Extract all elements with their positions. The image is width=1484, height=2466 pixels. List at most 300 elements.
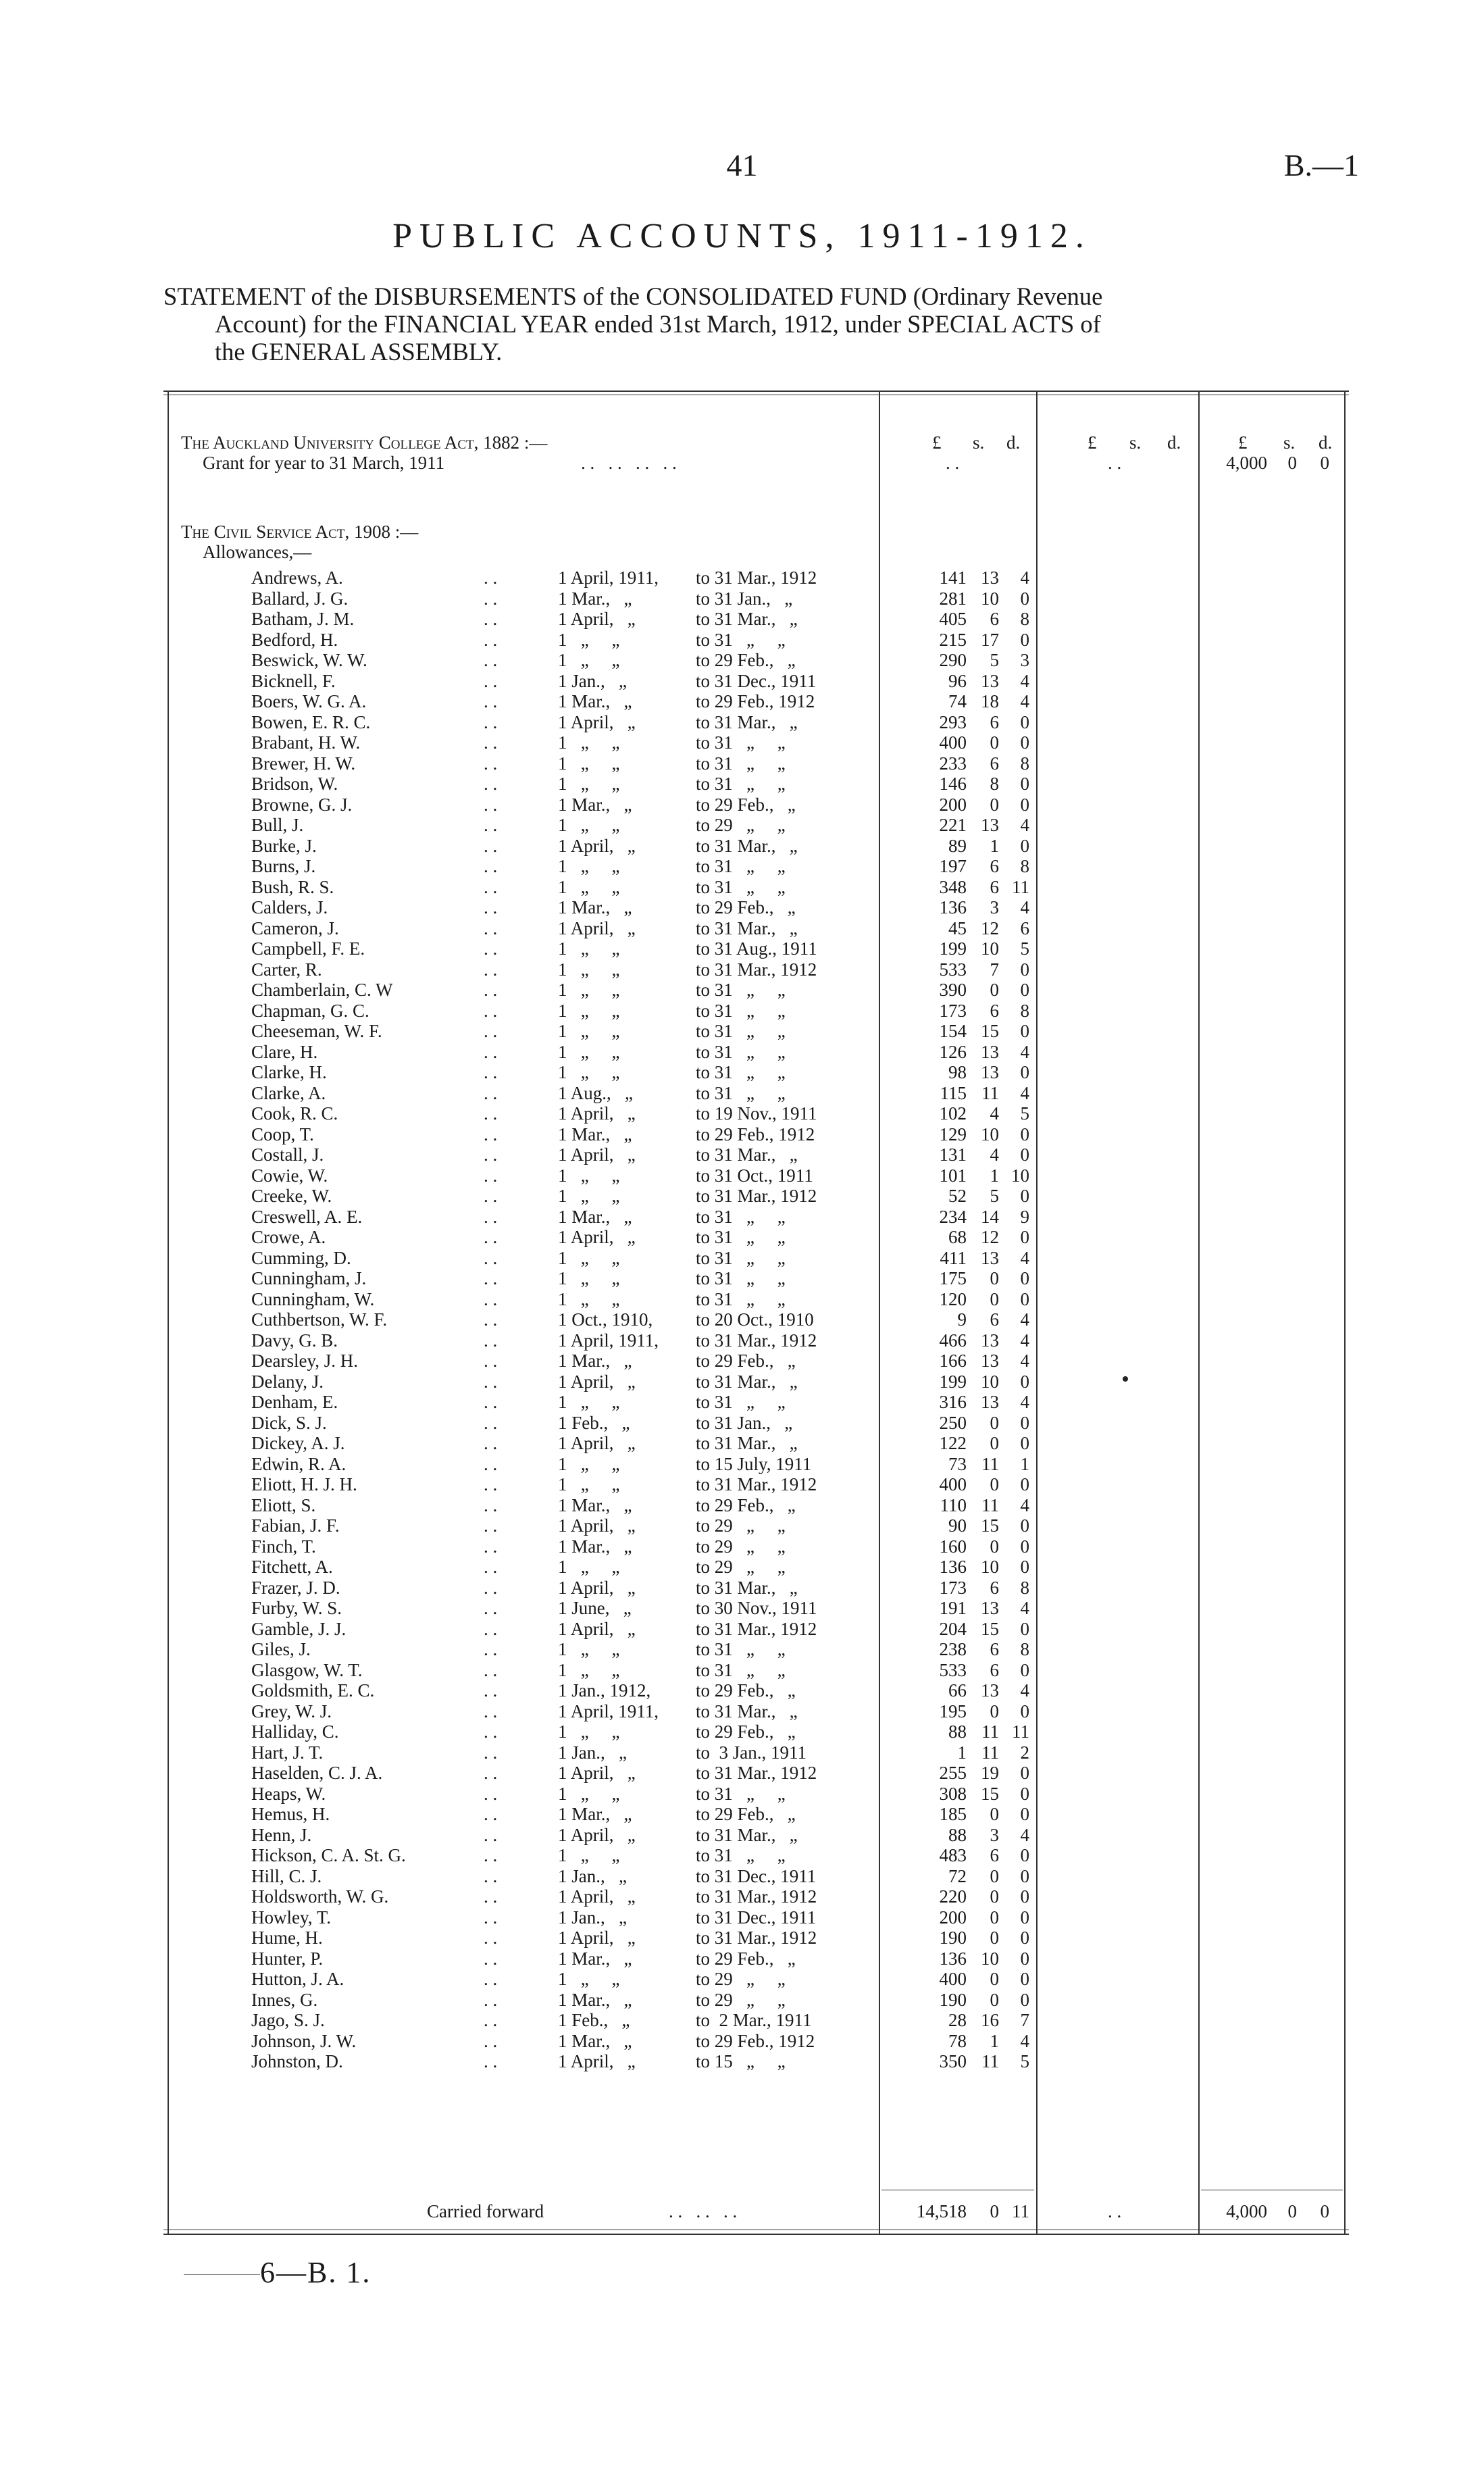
row-to-date: to 31 Mar., 1912 bbox=[696, 1886, 817, 1907]
row-name: Ballard, J. G. bbox=[251, 588, 349, 609]
row-shillings: 11 bbox=[981, 1453, 999, 1474]
row-leader: . . bbox=[484, 1701, 498, 1721]
row-shillings: 5 bbox=[990, 650, 999, 670]
row-pounds: 281 bbox=[939, 588, 967, 609]
row-to-date: to 29 Feb., 1912 bbox=[696, 691, 815, 711]
row-pounds: 185 bbox=[939, 1804, 967, 1824]
row-to-date: to 31 Dec., 1911 bbox=[696, 1865, 817, 1886]
row-pounds: 73 bbox=[948, 1453, 967, 1474]
row-to-date: to 29 Feb., „ bbox=[696, 650, 796, 670]
row-name: Dearsley, J. H. bbox=[251, 1351, 358, 1371]
row-from-date: 1 „ „ bbox=[558, 650, 620, 670]
row-to-date: to 31 „ „ bbox=[696, 1659, 786, 1680]
row-pence: 0 bbox=[1020, 1124, 1029, 1144]
row-from-date: 1 „ „ bbox=[558, 629, 620, 650]
row-shillings: 0 bbox=[990, 732, 999, 753]
row-pence: 8 bbox=[1020, 1639, 1029, 1659]
row-shillings: 6 bbox=[990, 753, 999, 774]
row-pence: 4 bbox=[1020, 1247, 1029, 1268]
row-name: Cumming, D. bbox=[251, 1247, 351, 1268]
row-name: Halliday, C. bbox=[251, 1721, 339, 1742]
row-shillings: 15 bbox=[981, 1515, 999, 1536]
row-pounds: 411 bbox=[940, 1247, 967, 1268]
row-pounds: 215 bbox=[939, 629, 967, 650]
row-to-date: to 31 Mar., „ bbox=[696, 1824, 798, 1845]
row-pounds: 136 bbox=[939, 1557, 967, 1577]
row-leader: . . bbox=[484, 959, 498, 980]
row-name: Hart, J. T. bbox=[251, 1742, 324, 1763]
row-pence: 0 bbox=[1020, 732, 1029, 753]
row-pounds: 533 bbox=[939, 1659, 967, 1680]
row-leader: . . bbox=[484, 1309, 498, 1330]
row-leader: . . bbox=[484, 1845, 498, 1865]
row-pounds: 72 bbox=[948, 1865, 967, 1886]
row-pence: 4 bbox=[1020, 1494, 1029, 1515]
row-leader: . . bbox=[484, 1041, 498, 1062]
row-from-date: 1 Mar., „ bbox=[558, 794, 632, 815]
row-pounds: 120 bbox=[939, 1288, 967, 1309]
row-to-date: to 31 Mar., „ bbox=[696, 1577, 798, 1598]
row-leader: . . bbox=[484, 917, 498, 938]
row-pounds: 115 bbox=[940, 1082, 967, 1103]
row-name: Bull, J. bbox=[251, 815, 304, 835]
row-name: Chamberlain, C. W bbox=[251, 980, 393, 1000]
row-name: Eliott, S. bbox=[251, 1494, 316, 1515]
row-pounds: 191 bbox=[939, 1598, 967, 1618]
row-pence: 0 bbox=[1020, 1989, 1029, 2010]
row-pounds: 405 bbox=[939, 609, 967, 629]
row-to-date: to 29 „ „ bbox=[696, 1969, 786, 1989]
row-to-date: to 31 Dec., 1911 bbox=[696, 1907, 817, 1928]
allowances-label: Allowances,— bbox=[203, 542, 312, 562]
row-shillings: 17 bbox=[981, 629, 999, 650]
row-pence: 0 bbox=[1020, 1865, 1029, 1886]
row-from-date: 1 „ „ bbox=[558, 732, 620, 753]
row-from-date: 1 „ „ bbox=[558, 876, 620, 897]
row-leader: . . bbox=[484, 609, 498, 629]
row-shillings: 19 bbox=[981, 1763, 999, 1783]
row-shillings: 6 bbox=[990, 1659, 999, 1680]
row-pounds: 126 bbox=[939, 1041, 967, 1062]
row-from-date: 1 Jan., „ bbox=[558, 1907, 627, 1928]
statement-line-3: the GENERAL ASSEMBLY. bbox=[215, 338, 503, 366]
row-pence: 0 bbox=[1020, 1536, 1029, 1557]
row-to-date: to 31 „ „ bbox=[696, 1000, 786, 1021]
row-leader: . . bbox=[484, 1474, 498, 1494]
row-pounds: 90 bbox=[948, 1515, 967, 1536]
row-shillings: 10 bbox=[981, 588, 999, 609]
row-from-date: 1 April, „ bbox=[558, 1103, 636, 1124]
row-from-date: 1 April, „ bbox=[558, 1763, 636, 1783]
row-pounds: 160 bbox=[939, 1536, 967, 1557]
row-from-date: 1 „ „ bbox=[558, 1639, 620, 1659]
col2-pence-header: d. bbox=[1167, 432, 1181, 453]
row-from-date: 1 „ „ bbox=[558, 1721, 620, 1742]
row-to-date: to 31 Mar., „ bbox=[696, 1144, 798, 1165]
row-shillings: 10 bbox=[981, 1948, 999, 1969]
row-pence: 0 bbox=[1020, 629, 1029, 650]
row-name: Cowie, W. bbox=[251, 1165, 328, 1186]
row-pence: 0 bbox=[1020, 959, 1029, 980]
row-from-date: 1 „ „ bbox=[558, 1557, 620, 1577]
row-pence: 5 bbox=[1020, 1103, 1029, 1124]
row-name: Johnson, J. W. bbox=[251, 2030, 357, 2051]
row-from-date: 1 Feb., „ bbox=[558, 1412, 630, 1433]
row-pounds: 78 bbox=[948, 2030, 967, 2051]
row-pence: 4 bbox=[1020, 1680, 1029, 1701]
row-pounds: 110 bbox=[940, 1494, 967, 1515]
row-pounds: 200 bbox=[939, 794, 967, 815]
row-pounds: 68 bbox=[948, 1227, 967, 1247]
row-pounds: 122 bbox=[939, 1433, 967, 1453]
row-pounds: 533 bbox=[939, 959, 967, 980]
row-shillings: 13 bbox=[981, 1330, 999, 1351]
row-pounds: 316 bbox=[939, 1392, 967, 1412]
row-leader: . . bbox=[484, 1928, 498, 1948]
row-to-date: to 15 July, 1911 bbox=[696, 1453, 812, 1474]
row-shillings: 10 bbox=[981, 1124, 999, 1144]
row-from-date: 1 April, „ bbox=[558, 1577, 636, 1598]
row-pence: 0 bbox=[1020, 1433, 1029, 1453]
row-to-date: to 31 „ „ bbox=[696, 732, 786, 753]
row-pounds: 136 bbox=[939, 1948, 967, 1969]
row-name: Eliott, H. J. H. bbox=[251, 1474, 357, 1494]
row-pence: 0 bbox=[1020, 1268, 1029, 1288]
row-leader: . . bbox=[484, 1186, 498, 1206]
column-divider-3 bbox=[1198, 391, 1200, 2235]
row-name: Holdsworth, W. G. bbox=[251, 1886, 389, 1907]
row-leader: . . bbox=[484, 1103, 498, 1124]
row-leader: . . bbox=[484, 1124, 498, 1144]
row-to-date: to 31 „ „ bbox=[696, 1082, 786, 1103]
row-pence: 4 bbox=[1020, 1392, 1029, 1412]
row-shillings: 13 bbox=[981, 670, 999, 691]
row-pence: 0 bbox=[1020, 1659, 1029, 1680]
row-name: Bicknell, F. bbox=[251, 670, 336, 691]
statement-line-1: STATEMENT of the DISBURSEMENTS of the CONSOLIDATED FUND (Ordinary Revenue bbox=[163, 282, 1103, 310]
row-name: Dickey, A. J. bbox=[251, 1433, 345, 1453]
row-to-date: to 31 „ „ bbox=[696, 1845, 786, 1865]
row-pounds: 195 bbox=[939, 1701, 967, 1721]
row-pence: 0 bbox=[1020, 588, 1029, 609]
row-leader: . . bbox=[484, 1659, 498, 1680]
row-to-date: to 31 Jan., „ bbox=[696, 588, 793, 609]
row-leader: . . bbox=[484, 1557, 498, 1577]
row-pence: 3 bbox=[1020, 650, 1029, 670]
row-pence: 4 bbox=[1020, 568, 1029, 588]
row-from-date: 1 „ „ bbox=[558, 753, 620, 774]
carried-forward-label: Carried forward bbox=[427, 2201, 544, 2221]
row-to-date: to 31 Mar., 1912 bbox=[696, 1763, 817, 1783]
row-pence: 4 bbox=[1020, 897, 1029, 917]
row-shillings: 6 bbox=[990, 1577, 999, 1598]
row-pence: 0 bbox=[1020, 1948, 1029, 1969]
row-leader: . . bbox=[484, 2051, 498, 2071]
row-pence: 0 bbox=[1020, 1021, 1029, 1041]
row-from-date: 1 „ „ bbox=[558, 1453, 620, 1474]
row-shillings: 6 bbox=[990, 1309, 999, 1330]
row-leader: . . bbox=[484, 1598, 498, 1618]
row-from-date: 1 „ „ bbox=[558, 1474, 620, 1494]
row-shillings: 0 bbox=[990, 1288, 999, 1309]
row-leader: . . bbox=[484, 732, 498, 753]
row-pounds: 88 bbox=[948, 1721, 967, 1742]
row-leader: . . bbox=[484, 1371, 498, 1392]
row-name: Cook, R. C. bbox=[251, 1103, 338, 1124]
row-shillings: 11 bbox=[981, 1082, 999, 1103]
row-pounds: 350 bbox=[939, 2051, 967, 2071]
row-pence: 4 bbox=[1020, 691, 1029, 711]
row-to-date: to 29 Feb., 1912 bbox=[696, 2030, 815, 2051]
row-leader: . . bbox=[484, 588, 498, 609]
row-pounds: 146 bbox=[939, 774, 967, 794]
row-name: Denham, E. bbox=[251, 1392, 338, 1412]
row-shillings: 6 bbox=[990, 1845, 999, 1865]
row-leader: . . bbox=[484, 1865, 498, 1886]
row-pounds: 173 bbox=[939, 1577, 967, 1598]
row-pounds: 166 bbox=[939, 1351, 967, 1371]
row-shillings: 13 bbox=[981, 568, 999, 588]
row-pence: 4 bbox=[1020, 2030, 1029, 2051]
row-from-date: 1 April, „ bbox=[558, 1928, 636, 1948]
row-leader: . . bbox=[484, 2030, 498, 2051]
row-to-date: to 29 Feb., „ bbox=[696, 1948, 796, 1969]
row-to-date: to 31 „ „ bbox=[696, 1021, 786, 1041]
row-leader: . . bbox=[484, 876, 498, 897]
row-pence: 4 bbox=[1020, 1309, 1029, 1330]
row-pounds: 400 bbox=[939, 732, 967, 753]
row-name: Browne, G. J. bbox=[251, 794, 353, 815]
document-code: B.—1 bbox=[1283, 148, 1359, 182]
row-from-date: 1 Mar., „ bbox=[558, 2030, 632, 2051]
row-leader: . . bbox=[484, 1536, 498, 1557]
row-leader: . . bbox=[484, 629, 498, 650]
row-from-date: 1 „ „ bbox=[558, 938, 620, 959]
carried-forward-col3-pence: 0 bbox=[1320, 2201, 1329, 2221]
col3-pounds-header: £ bbox=[1238, 432, 1248, 453]
row-pence: 0 bbox=[1020, 1969, 1029, 1989]
row-from-date: 1 April, „ bbox=[558, 2051, 636, 2071]
row-name: Fabian, J. F. bbox=[251, 1515, 340, 1536]
row-shillings: 0 bbox=[990, 1412, 999, 1433]
row-name: Hickson, C. A. St. G. bbox=[251, 1845, 406, 1865]
row-name: Bush, R. S. bbox=[251, 876, 334, 897]
row-pounds: 9 bbox=[957, 1309, 967, 1330]
row-pence: 0 bbox=[1020, 835, 1029, 856]
row-pence: 0 bbox=[1020, 1557, 1029, 1577]
row-name: Delany, J. bbox=[251, 1371, 324, 1392]
row-shillings: 11 bbox=[981, 1721, 999, 1742]
row-leader: . . bbox=[484, 1969, 498, 1989]
row-shillings: 10 bbox=[981, 938, 999, 959]
row-pounds: 308 bbox=[939, 1783, 967, 1804]
row-pounds: 293 bbox=[939, 711, 967, 732]
row-from-date: 1 Mar., „ bbox=[558, 1124, 632, 1144]
row-pence: 0 bbox=[1020, 1227, 1029, 1247]
row-to-date: to 29 „ „ bbox=[696, 1536, 786, 1557]
page-title: PUBLIC ACCOUNTS, 1911-1912. bbox=[392, 217, 1092, 255]
row-name: Beswick, W. W. bbox=[251, 650, 367, 670]
row-shillings: 12 bbox=[981, 917, 999, 938]
row-from-date: 1 „ „ bbox=[558, 1969, 620, 1989]
row-name: Edwin, R. A. bbox=[251, 1453, 347, 1474]
row-pence: 4 bbox=[1020, 1041, 1029, 1062]
row-from-date: 1 April, „ bbox=[558, 1371, 636, 1392]
row-pence: 1 bbox=[1020, 1453, 1029, 1474]
row-pence: 9 bbox=[1020, 1206, 1029, 1227]
page-number: 41 bbox=[726, 148, 758, 182]
row-name: Clarke, A. bbox=[251, 1082, 326, 1103]
row-shillings: 11 bbox=[981, 1494, 999, 1515]
row-pence: 0 bbox=[1020, 1928, 1029, 1948]
row-leader: . . bbox=[484, 711, 498, 732]
row-to-date: to 31 Oct., 1911 bbox=[696, 1165, 813, 1186]
ink-mark bbox=[1123, 1376, 1128, 1382]
row-name: Innes, G. bbox=[251, 1989, 318, 2010]
row-from-date: 1 Mar., „ bbox=[558, 1351, 632, 1371]
col3-shillings-header: s. bbox=[1283, 432, 1296, 453]
row-pounds: 74 bbox=[948, 691, 967, 711]
row-pence: 4 bbox=[1020, 1351, 1029, 1371]
row-name: Clare, H. bbox=[251, 1041, 318, 1062]
row-leader: . . bbox=[484, 1680, 498, 1701]
row-to-date: to 31 Dec., 1911 bbox=[696, 670, 817, 691]
row-shillings: 0 bbox=[990, 794, 999, 815]
row-pounds: 52 bbox=[948, 1186, 967, 1206]
row-leader: . . bbox=[484, 835, 498, 856]
row-pence: 0 bbox=[1020, 1288, 1029, 1309]
row-pence: 4 bbox=[1020, 1598, 1029, 1618]
row-to-date: to 31 Mar., „ bbox=[696, 609, 798, 629]
row-leader: . . bbox=[484, 1742, 498, 1763]
row-name: Gamble, J. J. bbox=[251, 1618, 347, 1639]
row-pounds: 220 bbox=[939, 1886, 967, 1907]
row-from-date: 1 Jan., „ bbox=[558, 1742, 627, 1763]
row-leader: . . bbox=[484, 1824, 498, 1845]
row-to-date: to 31 Mar., „ bbox=[696, 917, 798, 938]
row-pounds: 1 bbox=[957, 1742, 967, 1763]
row-leader: . . bbox=[484, 1082, 498, 1103]
row-pence: 0 bbox=[1020, 774, 1029, 794]
row-shillings: 0 bbox=[990, 1268, 999, 1288]
row-pence: 0 bbox=[1020, 1618, 1029, 1639]
row-to-date: to 20 Oct., 1910 bbox=[696, 1309, 814, 1330]
row-leader: . . bbox=[484, 1288, 498, 1309]
row-to-date: to 31 „ „ bbox=[696, 1041, 786, 1062]
row-from-date: 1 Mar., „ bbox=[558, 1206, 632, 1227]
row-pence: 0 bbox=[1020, 794, 1029, 815]
row-leader: . . bbox=[484, 1206, 498, 1227]
row-pounds: 200 bbox=[939, 1907, 967, 1928]
row-to-date: to 19 Nov., 1911 bbox=[696, 1103, 817, 1124]
row-pence: 8 bbox=[1020, 1577, 1029, 1598]
row-pence: 0 bbox=[1020, 1062, 1029, 1082]
row-to-date: to 31 „ „ bbox=[696, 1639, 786, 1659]
row-leader: . . bbox=[484, 1618, 498, 1639]
row-pounds: 199 bbox=[939, 1371, 967, 1392]
row-name: Dick, S. J. bbox=[251, 1412, 327, 1433]
auckland-leaders: . . . . . . . . bbox=[581, 453, 677, 473]
row-name: Giles, J. bbox=[251, 1639, 311, 1659]
row-from-date: 1 „ „ bbox=[558, 856, 620, 876]
row-name: Clarke, H. bbox=[251, 1062, 327, 1082]
row-shillings: 0 bbox=[990, 1536, 999, 1557]
row-to-date: to 31 „ „ bbox=[696, 1227, 786, 1247]
row-to-date: to 31 Mar., 1912 bbox=[696, 1330, 817, 1351]
row-leader: . . bbox=[484, 1000, 498, 1021]
row-shillings: 8 bbox=[990, 774, 999, 794]
row-name: Costall, J. bbox=[251, 1144, 324, 1165]
row-pounds: 250 bbox=[939, 1412, 967, 1433]
row-name: Hill, C. J. bbox=[251, 1865, 322, 1886]
row-leader: . . bbox=[484, 1886, 498, 1907]
row-name: Coop, T. bbox=[251, 1124, 314, 1144]
row-pounds: 197 bbox=[939, 856, 967, 876]
row-pence: 11 bbox=[1012, 1721, 1029, 1742]
row-leader: . . bbox=[484, 1494, 498, 1515]
row-shillings: 13 bbox=[981, 1598, 999, 1618]
statement-line-2: Account) for the FINANCIAL YEAR ended 31st March, 1912, under SPECIAL ACTS of bbox=[215, 310, 1101, 338]
row-shillings: 13 bbox=[981, 1062, 999, 1082]
row-leader: . . bbox=[484, 1804, 498, 1824]
row-shillings: 4 bbox=[990, 1144, 999, 1165]
row-name: Davy, G. B. bbox=[251, 1330, 338, 1351]
row-from-date: 1 Mar., „ bbox=[558, 1804, 632, 1824]
col3-pence-header: d. bbox=[1319, 432, 1333, 453]
row-from-date: 1 Mar., „ bbox=[558, 1989, 632, 2010]
row-from-date: 1 Jan., 1912, bbox=[558, 1680, 651, 1701]
row-pounds: 204 bbox=[939, 1618, 967, 1639]
row-shillings: 0 bbox=[990, 1474, 999, 1494]
row-leader: . . bbox=[484, 1412, 498, 1433]
row-to-date: to 31 Jan., „ bbox=[696, 1412, 793, 1433]
row-from-date: 1 Mar., „ bbox=[558, 691, 632, 711]
row-to-date: to 31 „ „ bbox=[696, 1206, 786, 1227]
row-shillings: 6 bbox=[990, 1000, 999, 1021]
row-pounds: 238 bbox=[939, 1639, 967, 1659]
row-to-date: to 29 „ „ bbox=[696, 1515, 786, 1536]
row-pounds: 175 bbox=[939, 1268, 967, 1288]
row-leader: . . bbox=[484, 1721, 498, 1742]
row-leader: . . bbox=[484, 1268, 498, 1288]
row-name: Goldsmith, E. C. bbox=[251, 1680, 375, 1701]
row-pence: 0 bbox=[1020, 1763, 1029, 1783]
row-pounds: 98 bbox=[948, 1062, 967, 1082]
col1-pence-header: d. bbox=[1006, 432, 1021, 453]
row-shillings: 6 bbox=[990, 1639, 999, 1659]
row-name: Finch, T. bbox=[251, 1536, 316, 1557]
row-name: Hunter, P. bbox=[251, 1948, 324, 1969]
row-name: Cunningham, W. bbox=[251, 1288, 375, 1309]
row-from-date: 1 „ „ bbox=[558, 1659, 620, 1680]
row-shillings: 1 bbox=[990, 2030, 999, 2051]
carried-forward-leaders: . . . . . . bbox=[669, 2201, 738, 2221]
row-leader: . . bbox=[484, 1062, 498, 1082]
row-to-date: to 29 „ „ bbox=[696, 815, 786, 835]
row-name: Hume, H. bbox=[251, 1928, 323, 1948]
row-from-date: 1 „ „ bbox=[558, 1041, 620, 1062]
row-name: Jago, S. J. bbox=[251, 2010, 325, 2030]
row-leader: . . bbox=[484, 1392, 498, 1412]
row-shillings: 0 bbox=[990, 1969, 999, 1989]
row-to-date: to 29 Feb., „ bbox=[696, 1721, 796, 1742]
row-leader: . . bbox=[484, 753, 498, 774]
row-pounds: 466 bbox=[939, 1330, 967, 1351]
row-shillings: 7 bbox=[990, 959, 999, 980]
row-name: Carter, R. bbox=[251, 959, 322, 980]
signature-footer: 6—B. 1. bbox=[260, 2256, 372, 2289]
row-pence: 8 bbox=[1020, 609, 1029, 629]
